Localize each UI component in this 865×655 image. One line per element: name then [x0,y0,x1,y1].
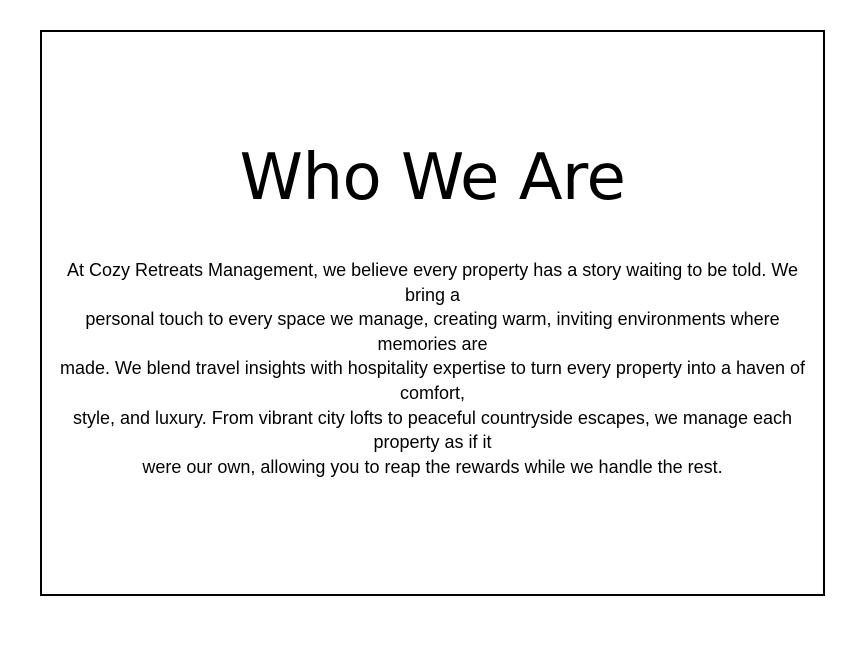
paragraph-line-3: made. We blend travel insights with hospitality expertise to turn every property into a haven of comfort, [59,358,806,403]
paragraph-line-5: were our own, allowing you to reap the rewards while we handle the rest. [142,456,723,477]
paragraph-line-1: At Cozy Retreats Management, we believe every property has a story waiting to be told. We bring a [66,260,799,305]
about-section-frame [40,30,825,596]
about-paragraph [56,258,809,479]
section-title: Who We Are [239,141,626,215]
paragraph-line-4: style, and luxury. From vibrant city lofts to peaceful countryside escapes, we manage each property as if it [72,407,792,453]
paragraph-line-2: personal touch to every space we manage, creating warm, inviting environments where memories are [85,309,780,354]
